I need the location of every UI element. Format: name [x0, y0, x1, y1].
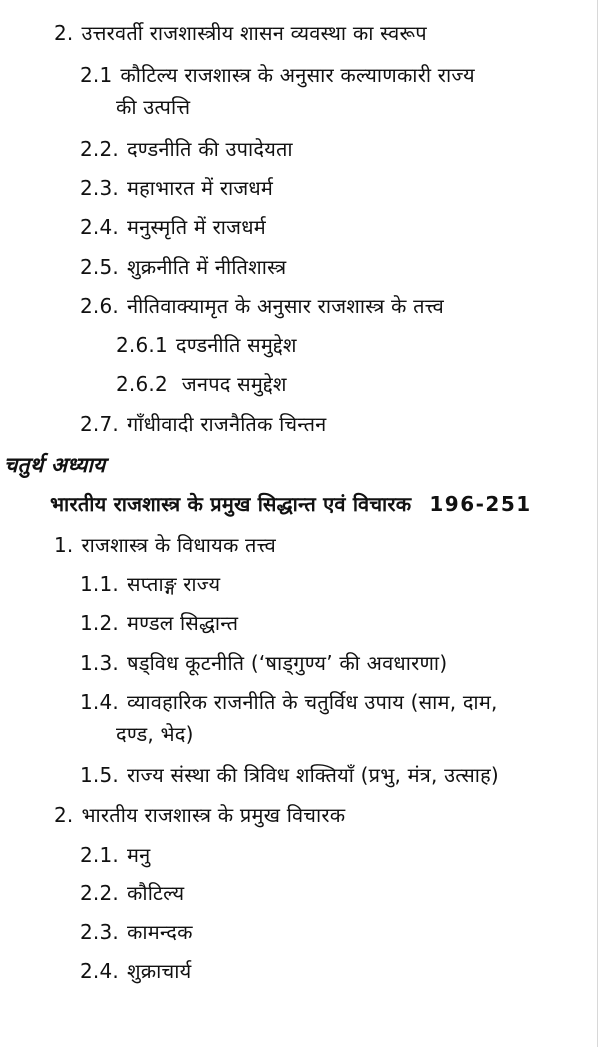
- entry-text: मनु: [126, 843, 151, 867]
- toc-entry-1-5: [80, 762, 499, 788]
- entry-text: मनुस्मृति में राजधर्म: [126, 215, 266, 239]
- entry-number: 1.5.: [80, 763, 119, 787]
- entry-text: भारतीय राजशास्त्र के प्रमुख विचारक: [81, 803, 346, 827]
- entry-number: 2.5.: [80, 255, 119, 279]
- toc-entry-1-4-continuation: [116, 721, 194, 747]
- entry-number: 2.: [54, 803, 74, 827]
- entry-text: शुक्रनीति में नीतिशास्त्र: [126, 255, 287, 279]
- toc-entry-2-2-kautilya: [80, 880, 184, 906]
- entry-number: 2.1.: [80, 843, 119, 867]
- toc-entry-2-5: [80, 254, 286, 280]
- toc-entry-2-3: [80, 175, 273, 201]
- entry-number: 2.4.: [80, 959, 119, 983]
- entry-text: मण्डल सिद्धान्त: [126, 611, 239, 635]
- toc-entry-2-6-2: [116, 371, 287, 397]
- toc-entry-2-4: [80, 214, 266, 240]
- toc-entry-2-6-1: [116, 332, 297, 358]
- toc-entry-2: [54, 20, 427, 46]
- entry-number: 1.4.: [80, 690, 119, 714]
- entry-text: कौटिल्य राजशास्त्र के अनुसार कल्याणकारी राज्य: [120, 63, 475, 87]
- entry-text: महाभारत में राजधर्म: [126, 176, 274, 200]
- toc-entry-2-1-continuation: [116, 94, 190, 120]
- entry-number: 2.3.: [80, 920, 119, 944]
- entry-text: नीतिवाक्यामृत के अनुसार राजशास्त्र के तत्त्व: [126, 294, 444, 318]
- entry-text: सप्ताङ्ग राज्य: [126, 572, 221, 596]
- toc-entry-2-3-kamandak: [80, 919, 193, 945]
- entry-number: 2.7.: [80, 412, 119, 436]
- entry-text-continuation: दण्ड, भेद): [116, 722, 194, 746]
- toc-entry-1-4: [80, 689, 498, 715]
- entry-number: 2.6.1: [116, 333, 168, 357]
- toc-entry-1-3: [80, 650, 447, 676]
- entry-number: 2.: [54, 21, 74, 45]
- entry-text: उत्तरवर्ती राजशास्त्रीय शासन व्यवस्था का स्वरूप: [81, 21, 427, 45]
- entry-text: शुक्राचार्य: [126, 959, 192, 983]
- entry-number: 2.3.: [80, 176, 119, 200]
- toc-entry-2-4-shukracharya: [80, 958, 191, 984]
- toc-entry-1-2: [80, 610, 238, 636]
- toc-entry-1: [54, 532, 276, 558]
- chapter-page-range: 196-251: [429, 492, 532, 516]
- toc-entry-1-1: [80, 571, 220, 597]
- toc-entry-2-1: [80, 62, 475, 88]
- toc-entry-2-1-manu: [80, 842, 150, 868]
- entry-number: 2.1: [80, 63, 113, 87]
- entry-number: 2.6.: [80, 294, 119, 318]
- chapter-label: चतुर्थ अध्याय: [4, 453, 106, 477]
- entry-number: 2.2.: [80, 881, 119, 905]
- entry-text-continuation: की उत्पत्ति: [116, 95, 191, 119]
- toc-entry-2-6: [80, 293, 444, 319]
- entry-number: 1.: [54, 533, 74, 557]
- toc-entry-2-2: [80, 136, 293, 162]
- entry-text: गाँधीवादी राजनैतिक चिन्तन: [126, 412, 327, 436]
- entry-text: जनपद समुद्देश: [181, 372, 287, 396]
- entry-number: 2.4.: [80, 215, 119, 239]
- chapter-title-row: [50, 491, 532, 517]
- entry-number: 2.2.: [80, 137, 119, 161]
- entry-number: 1.2.: [80, 611, 119, 635]
- entry-number: 2.6.2: [116, 372, 168, 396]
- entry-text: राजशास्त्र के विधायक तत्त्व: [81, 533, 276, 557]
- chapter-title: भारतीय राजशास्त्र के प्रमुख सिद्धान्त एवं विचारक: [50, 492, 412, 516]
- page-edge-divider: [597, 0, 598, 1047]
- entry-text: कामन्दक: [126, 920, 193, 944]
- entry-number: 1.3.: [80, 651, 119, 675]
- entry-text: कौटिल्य: [126, 881, 185, 905]
- entry-number: 1.1.: [80, 572, 119, 596]
- toc-entry-2-7: [80, 411, 326, 437]
- toc-entry-2-thinkers: [54, 802, 345, 828]
- entry-text: राज्य संस्था की त्रिविध शक्तियाँ (प्रभु, मंत्र, उत्साह): [126, 763, 499, 787]
- entry-text: दण्डनीति की उपादेयता: [126, 137, 293, 161]
- entry-text: व्यावहारिक राजनीति के चतुर्विध उपाय (साम, दाम,: [126, 690, 498, 714]
- entry-text: दण्डनीति समुद्देश: [175, 333, 297, 357]
- entry-text: षड्विध कूटनीति (‘षाड्गुण्य’ की अवधारणा): [126, 651, 448, 675]
